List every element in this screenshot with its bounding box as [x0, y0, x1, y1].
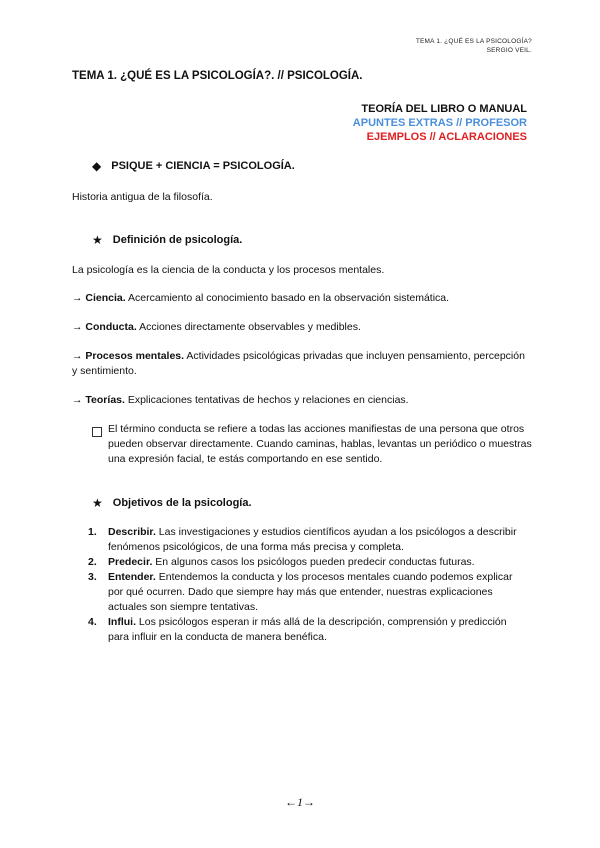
legend-theory: TEORÍA DEL LIBRO O MANUAL [361, 103, 527, 115]
term-text: Acciones directamente observables y medibles. [136, 321, 361, 333]
objective-label: Describir. [108, 526, 156, 538]
history-text: Historia antigua de la filosofía. [72, 191, 213, 203]
term-text: Actividades psicológicas privadas que incluyen pensamiento, percepción y sentimiento. [72, 350, 525, 377]
term-ciencia [72, 291, 532, 306]
objective-label: Predecir. [108, 556, 153, 568]
term-procesos-mentales [72, 349, 532, 379]
term-conducta [72, 320, 532, 335]
term-text: Explicaciones tentativas de hechos y relaciones en ciencias. [124, 394, 409, 406]
arrow-icon: → [72, 292, 83, 304]
section-heading-psique [92, 159, 295, 173]
term-label: Teorías. [85, 394, 125, 406]
term-label: Conducta. [85, 321, 137, 333]
list-item [88, 525, 528, 555]
list-number: 3. [88, 571, 97, 583]
page-title: TEMA 1. ¿QUÉ ES LA PSICOLOGÍA?. // PSICOLOGÍA. [72, 70, 363, 82]
list-number: 2. [88, 556, 97, 568]
section-heading-text: Definición de psicología. [112, 234, 243, 246]
term-text: Acercamiento al conocimiento basado en la observación sistemática. [125, 292, 450, 304]
list-number: 4. [88, 616, 97, 628]
arrow-icon: → [72, 350, 83, 362]
list-item [88, 555, 528, 570]
list-item [88, 570, 528, 615]
color-legend [353, 102, 527, 144]
arrow-icon: → [72, 394, 83, 406]
definition-text: La psicología es la ciencia de la conducta y los procesos mentales. [72, 264, 385, 276]
section-heading-text: PSIQUE + CIENCIA = PSICOLOGÍA. [111, 160, 295, 172]
running-header-title: TEMA 1. ¿QUÉ ES LA PSICOLOGÍA? [415, 38, 532, 45]
list-number: 1. [88, 526, 97, 538]
arrow-icon: → [72, 321, 83, 333]
list-item [88, 615, 528, 645]
note-conducta: El término conducta se refiere a todas las acciones manifiestas de una persona que otros pueden observar directamente. Cuando caminas, hablas, levantas un periódico o muestras una expresión facial, te estás comportando en ese sentido. [108, 423, 532, 465]
objective-text: Las investigaciones y estudios científicos ayudan a los psicólogos a describir fenómenos psicológicos, de una forma más precisa y completa. [108, 526, 517, 553]
term-teorias [72, 393, 532, 408]
section-heading-definicion [92, 233, 242, 247]
running-header [416, 38, 532, 54]
objective-label: Entender. [108, 571, 156, 583]
diamond-bullet-icon: ◆ [92, 159, 102, 173]
page-number: ←1→ [285, 795, 315, 809]
objective-label: Influi. [108, 616, 136, 628]
objective-text: En algunos casos los psicólogos pueden predecir conductas futuras. [152, 556, 475, 568]
checkbox-bullet-icon [92, 427, 102, 437]
objective-text: Los psicólogos esperan ir más allá de la descripción, comprensión y predicción para influir en la conducta de manera benéfica. [108, 616, 507, 643]
section-heading-text: Objetivos de la psicología. [112, 497, 252, 509]
term-label: Ciencia. [85, 292, 126, 304]
star-bullet-icon: ★ [92, 233, 103, 247]
legend-extras: APUNTES EXTRAS // PROFESOR [352, 117, 527, 129]
legend-examples: EJEMPLOS // ACLARACIONES [366, 131, 527, 143]
objectives-list [88, 525, 528, 645]
term-label: Procesos mentales. [85, 350, 185, 362]
star-bullet-icon: ★ [92, 496, 103, 510]
section-heading-objetivos [92, 496, 252, 510]
running-header-author: SERGIO VEIL. [486, 47, 532, 54]
objective-text: Entendemos la conducta y los procesos mentales cuando podemos explicar por qué ocurren. Dado que siempre hay más que entender, nuestras explicaciones actuales son siempre tentativas. [108, 571, 513, 613]
